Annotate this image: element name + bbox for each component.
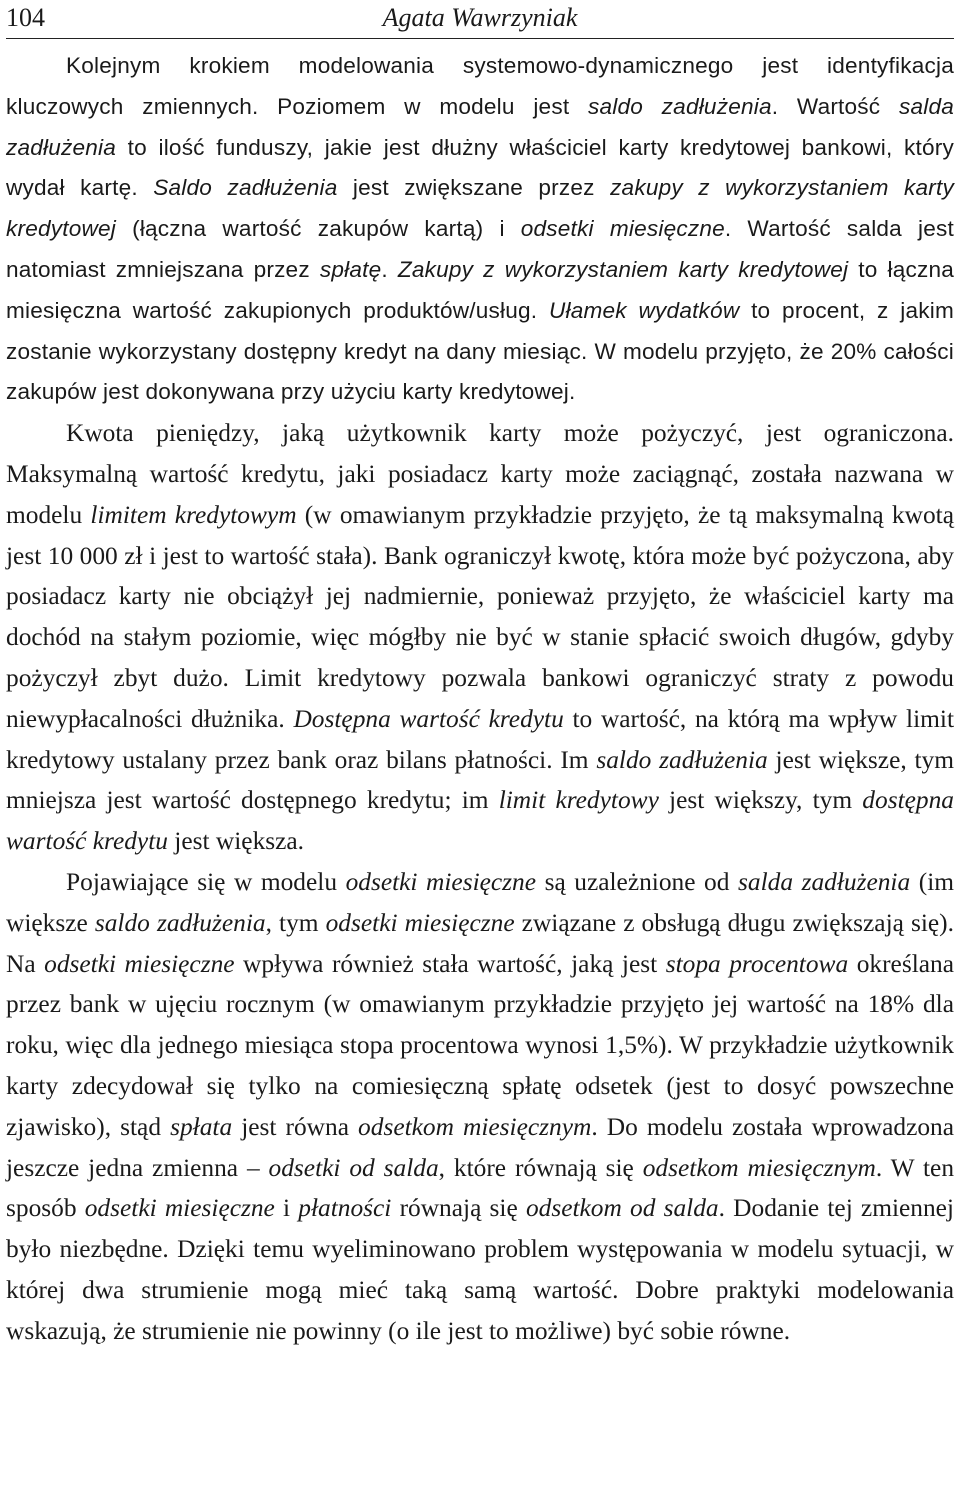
text-run: jest zwiększane przez: [337, 175, 611, 201]
text-run: .: [381, 256, 398, 282]
italic-term: stopa procentowa: [665, 949, 849, 978]
page-number: 104: [6, 3, 45, 32]
text-run: określana przez bank w ujęciu rocznym (w omawianym przykładzie przyjęto jej wartość na 18% dla roku, więc dla jednego miesiąca stopa procentowa wynosi 1,5%). W przykładzie użytkownik karty zdecydował się tylko na comiesięczną spłatę odsetek (jest to dosyć powszechne zjawisko), stąd: [6, 949, 954, 1141]
italic-term: zakupy z wykorzystaniem karty kredytowej: [6, 175, 954, 242]
italic-term: odsetkom od salda: [525, 1194, 719, 1223]
italic-term: salda zadłużenia: [738, 867, 911, 896]
text-run: jest większe, tym mniejsza jest wartość dostępnego kredytu; im: [6, 745, 954, 815]
text-run: jest większy, tym: [658, 786, 863, 815]
text-run: . Wartość: [771, 93, 899, 119]
text-run: Pojawiające się w modelu: [66, 867, 346, 896]
running-head-author: Agata Wawrzyniak: [382, 3, 578, 32]
text-run: to procent, z jakim zostanie wykorzystany dostępny kredyt na dany miesiąc. W modelu przyjęto, że 20% całości zakupów jest dokonywana przy użyciu karty kredytowej.: [6, 297, 954, 405]
text-run: , tym: [265, 908, 326, 937]
text-run: (łączna wartość zakupów kartą) i: [116, 216, 521, 242]
paragraph: [6, 413, 954, 862]
italic-term: saldo zadłużenia: [596, 745, 768, 774]
italic-term: Dostępna wartość kredytu: [293, 704, 564, 733]
italic-term: odsetki miesięczne: [520, 216, 725, 242]
text-run: to wartość, na którą ma wpływ limit kredytowy ustalany przez bank oraz bilans płatności. Im: [6, 704, 955, 774]
italic-term: odsetki miesięczne: [345, 867, 537, 896]
italic-term: saldo zadłużenia: [587, 93, 772, 119]
italic-term: Zakupy z wykorzystaniem karty kredytowej: [397, 256, 849, 282]
text-run: , które równają się: [438, 1153, 643, 1182]
italic-term: Ułamek wydatków: [549, 297, 740, 323]
paragraph: [6, 46, 954, 413]
italic-term: odsetki miesięczne: [44, 949, 235, 978]
page-header: [6, 0, 954, 39]
text-run: . Do modelu została wprowadzona jeszcze jedna zmienna –: [6, 1112, 955, 1182]
italic-term: odsetkom miesięcznym: [358, 1112, 592, 1141]
italic-term: odsetki miesięczne: [325, 908, 515, 937]
italic-term: odsetki od salda: [268, 1153, 439, 1182]
text-run: . Dodanie tej zmiennej było niezbędne. Dzięki temu wyeliminowano problem występowania w modelu sytuacji, w której dwa strumienie mogą mieć taką samą wartość. Dobre praktyki modelowania wskazują, że strumienie nie powinny (o ile jest to możliwe) być sobie równe.: [6, 1194, 954, 1345]
italic-term: Saldo zadłużenia: [153, 175, 338, 201]
text-run: . Wartość salda jest natomiast zmniejszana przez: [6, 216, 954, 282]
italic-term: spłata: [170, 1112, 233, 1141]
text-run: Kolejnym krokiem modelowania systemowo-dynamicznego jest identyfikacja kluczowych zmiennych. Poziomem w modelu jest: [6, 53, 954, 119]
italic-term: salda zadłużenia: [6, 93, 954, 160]
text-run: wpływa również stała wartość, jaką jest: [234, 949, 666, 978]
italic-term: płatności: [298, 1194, 392, 1223]
text-run: i: [274, 1194, 299, 1223]
body-text: [6, 46, 954, 1352]
paragraph: [6, 862, 954, 1352]
italic-term: dostępna wartość kredytu: [6, 786, 954, 856]
text-run: (im większe: [6, 867, 954, 937]
italic-term: limitem kredytowym: [90, 500, 297, 529]
italic-term: spłatę: [319, 256, 382, 282]
italic-term: odsetkom miesięcznym: [642, 1153, 876, 1182]
text-run: są uzależnione od: [536, 867, 738, 896]
text-run: jest równa: [232, 1112, 359, 1141]
italic-term: limit kredytowy: [498, 786, 659, 815]
text-run: związane z obsługą długu zwiększają się). Na: [6, 908, 954, 978]
text-run: . W ten sposób: [6, 1153, 955, 1223]
text-run: (w omawianym przykładzie przyjęto, że tą maksymalną kwotą jest 10 000 zł i jest to wartość stała). Bank ograniczył kwotę, która może być pożyczona, aby posiadacz karty nie obciążył jej nadmiernie, ponieważ przyjęto, że właściciel karty ma dochód na stałym poziomie, więc mógłby nie być w stanie spłacić swoich długów, gdyby pożyczył zbyt dużo. Limit kredytowy pozwala bankowi ograniczyć straty z powodu niewypłacalności dłużnika.: [6, 500, 954, 733]
italic-term: saldo zadłużenia: [94, 908, 266, 937]
italic-term: odsetki miesięczne: [84, 1194, 275, 1223]
text-run: równają się: [391, 1194, 526, 1223]
text-run: to ilość funduszy, jakie jest dłużny właściciel karty kredytowej bankowi, który wydał kartę.: [6, 134, 954, 201]
text-run: to łączna miesięczna wartość zakupionych produktów/usług.: [6, 256, 954, 323]
text-run: jest większa.: [167, 827, 305, 856]
text-run: Kwota pieniędzy, jaką użytkownik karty może pożyczyć, jest ograniczona. Maksymalną wartość kredytu, jaki posiadacz karty może zaciągnąć, została nazwana w modelu: [6, 419, 954, 529]
